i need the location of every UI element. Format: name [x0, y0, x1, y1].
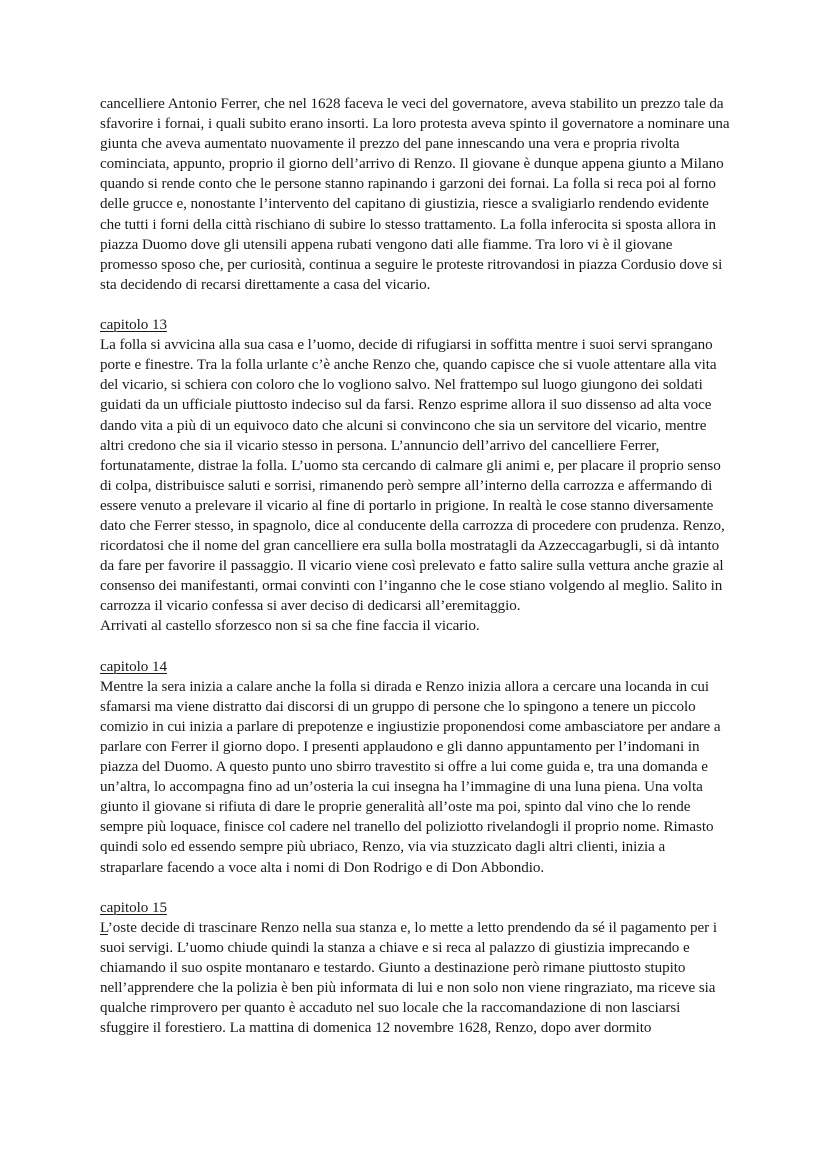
- document-page: [100, 94, 730, 1038]
- chapter-15-initial-letter: L: [100, 919, 108, 936]
- chapter-14-heading: capitolo 14: [100, 658, 167, 675]
- chapter-13-body: La folla si avvicina alla sua casa e l’uomo, decide di rifugiarsi in soffitta mentre i suoi servi sprangano porte e finestre. Tra la folla urlante c’è anche Renzo che, quando capisce che si vuole attentare alla vita del vicario, si schiera con coloro che lo vogliono salvo. Nel frattempo sul luogo giungono dei soldati guidati da un ufficiale piuttosto indeciso sul da farsi. Renzo esprime allora il suo dissenso ad alta voce dando vita a più di un equivoco dato che alcuni si convincono che sia un servitore del vicario, mentre altri credono che sia il vicario stesso in persona. L’annuncio dell’arrivo del cancelliere Ferrer, fortunatamente, distrae la folla. L’uomo sta cercando di calmare gli animi e, per placare il proprio senso di colpa, distribuisce saluti e sorrisi, rimanendo però sempre all’interno della carrozza e affermando di essere venuto a prelevare il vicario al fine di portarlo in prigione. In realtà le cose stanno diversamente dato che Ferrer stesso, in spagnolo, dice al conducente della carrozza di procedere con prudenza. Renzo, ricordatosi che il nome del gran cancelliere era sulla bolla mostratagli da Azzeccagarbugli, si dà intanto da fare per favorire il passaggio. Il vicario viene così prelevato e fatto salire sulla vettura anche grazie al consenso dei manifestanti, ormai convinti con l’inganno che le cose stiano volgendo al meglio. Salito in carrozza il vicario confessa si aver deciso di dedicarsi all’eremitaggio.: [100, 337, 725, 615]
- chapter-15-heading: capitolo 15: [100, 899, 167, 916]
- paragraph-gap: [100, 878, 730, 898]
- intro-paragraph: cancelliere Antonio Ferrer, che nel 1628 faceva le veci del governatore, aveva stabilito un prezzo tale da sfavorire i fornai, i quali subito erano insorti. La loro protesta aveva spinto il governatore a nominare una giunta che aveva aumentato nuovamente il prezzo del pane innescando una vera e propria rivolta cominciata, appunto, proprio il giorno dell’arrivo di Renzo. Il giovane è dunque appena giunto a Milano quando si rende conto che le persone stanno rapinando i garzoni dei fornai. La folla si reca poi al forno delle grucce e, nonostante l’intervento del capitano di giustizia, riesce a svaligiarlo rendendo evidente che tutti i forni della città rischiano di subire lo stesso trattamento. La folla inferocita si sposta allora in piazza Duomo dove gli utensili appena rubati vengono dati alle fiamme. Tra loro vi è il giovane promesso sposo che, per curiosità, continua a seguire le proteste ritrovandosi in piazza Cordusio dove si sta decidendo di recarsi direttamente a casa del vicario.: [100, 96, 730, 293]
- chapter-13-closing-line: Arrivati al castello sforzesco non si sa che fine faccia il vicario.: [100, 618, 480, 635]
- chapter-15-body: [100, 918, 730, 1039]
- paragraph-gap: [100, 295, 730, 315]
- chapter-14-body: Mentre la sera inizia a calare anche la folla si dirada e Renzo inizia allora a cercare una locanda in cui sfamarsi ma viene distratto dai discorsi di un gruppo di persone che lo spingono a tenere un piccolo comizio in cui inizia a parlare di prepotenze e ingiustizie proponendosi come ambasciatore per andare a parlare con Ferrer il giorno dopo. I presenti applaudono e gli danno appuntamento per l’indomani in piazza del Duomo. A questo punto uno sbirro travestito si offre a lui come guida e, tra una domanda e un’altra, lo accompagna fino ad un’osteria la cui insegna ha l’immagine di una luna piena. Una volta giunto il giovane si rifiuta di dare le proprie generalità all’oste ma poi, spinto dal vino che lo rende sempre più loquace, finisce col cadere nel tranello del poliziotto rivelandogli il proprio nome. Rimasto quindi solo ed essendo sempre più ubriaco, Renzo, via via stuzzicato dagli altri clienti, inizia a straparlare facendo a voce alta i nomi di Don Rodrigo e di Don Abbondio.: [100, 678, 721, 876]
- chapter-13-heading: capitolo 13: [100, 317, 167, 334]
- paragraph-gap: [100, 637, 730, 657]
- chapter-15-body-text: ’oste decide di trascinare Renzo nella sua stanza e, lo mette a letto prendendo da sé il pagamento per i suoi servigi. L’uomo chiude quindi la stanza a chiave e si reca al palazzo di giustizia imprecando e chiamando il suo ospite montanaro e testardo. Giunto a destinazione però rimane piuttosto stupito nell’apprendere che la polizia è ben più informata di lui e non solo non viene ringraziato, ma riceve sia qualche rimprovero per quanto è accaduto nel suo locale che la raccomandazione di non lasciarsi sfuggire il forestiero. La mattina di domenica 12 novembre 1628, Renzo, dopo aver dormito: [100, 919, 718, 1037]
